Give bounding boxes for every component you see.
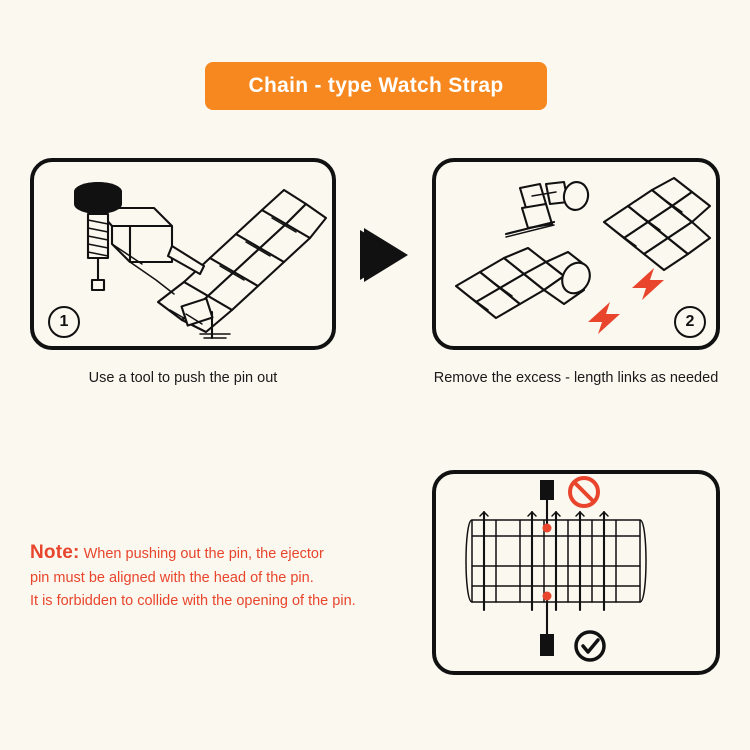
chevron-right-arrow [358,226,412,284]
red-arrow-upper [632,268,664,300]
step-1-badge: 1 [48,306,80,338]
step-2-caption: Remove the excess - length links as needed [433,370,719,386]
step-2-badge: 2 [674,306,706,338]
note-label: Note: [30,542,80,563]
note-line-1: When pushing out the pin, the ejector [83,546,324,562]
page-title: Chain - type Watch Strap [248,74,504,97]
check-icon [576,632,604,660]
note-line-2: pin must be aligned with the head of the pin. [30,570,314,587]
page-title-banner [205,62,547,110]
pin-alignment-detail-panel [432,470,720,675]
note-line-3: It is forbidden to collide with the opening of the pin. [30,592,356,609]
prohibited-icon [570,478,598,506]
note-block [30,538,410,612]
red-arrow-lower [588,302,620,334]
pin-alignment-illustration [436,474,716,671]
step-1-caption: Use a tool to push the pin out [88,370,278,386]
